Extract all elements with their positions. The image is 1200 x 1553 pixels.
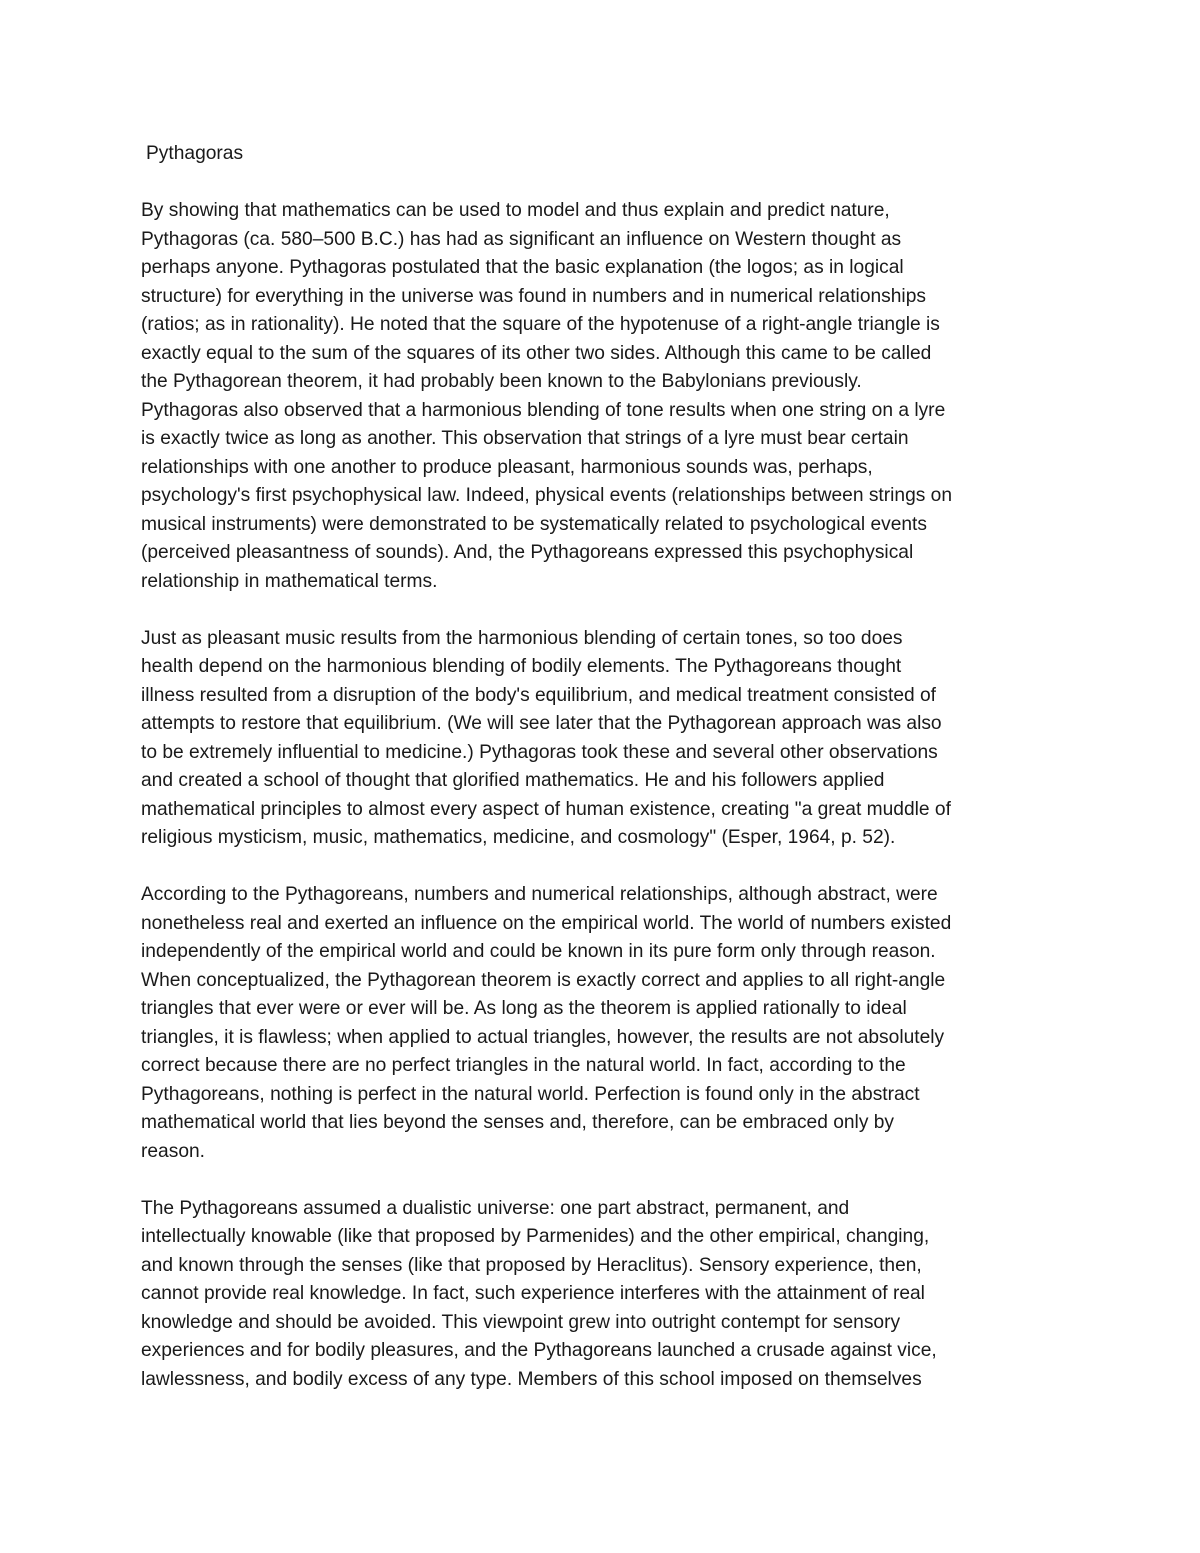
text-line: religious mysticism, music, mathematics, medicine, and cosmology" (Esper, 1964, p. 52). [141,827,896,848]
text-line: correct because there are no perfect triangles in the natural world. In fact, according to the [141,1055,906,1076]
paragraph-1 [141,197,1071,596]
text-line: mathematical world that lies beyond the senses and, therefore, can be embraced only by [141,1112,895,1133]
text-line: triangles, it is flawless; when applied to actual triangles, however, the results are not absolutely [141,1026,945,1048]
document-body [141,140,1071,1423]
text-line: illness resulted from a disruption of the body's equilibrium, and medical treatment consisted of [141,684,937,706]
text-line: (ratios; as in rationality). He noted that the square of the hypotenuse of a right-angle triangle is [141,314,940,335]
text-line: (perceived pleasantness of sounds). And, the Pythagoreans expressed this psychophysical [141,542,914,563]
text-line: structure) for everything in the universe was found in numbers and in numerical relationships [141,285,926,307]
text-line: mathematical principles to almost every aspect of human existence, creating "a great muddle of [141,798,951,820]
text-line: By showing that mathematics can be used to model and thus explain and predict nature, [141,200,890,221]
text-line: nonetheless real and exerted an influence on the empirical world. The world of numbers existed [141,912,952,934]
text-line: musical instruments) were demonstrated to be systematically related to psychological events [141,513,927,535]
text-line: is exactly twice as long as another. This observation that strings of a lyre must bear certain [141,428,909,449]
text-line: relationships with one another to produce pleasant, harmonious sounds was, perhaps, [141,456,873,478]
text-line: to be extremely influential to medicine.) Pythagoras took these and several other observations [141,741,938,763]
text-line: lawlessness, and bodily excess of any type. Members of this school imposed on themselves [141,1368,922,1390]
text-line: independently of the empirical world and could be known in its pure form only through reason. [141,941,936,962]
text-line: health depend on the harmonious blending of bodily elements. The Pythagoreans thought [141,656,902,677]
text-line: According to the Pythagoreans, numbers and numerical relationships, although abstract, were [141,884,938,905]
text-line: intellectually knowable (like that proposed by Parmenides) and the other empirical, changing, [141,1226,930,1247]
text-line: Pythagoras (ca. 580–500 B.C.) has had as significant an influence on Western thought as [141,228,902,250]
text-line: triangles that ever were or ever will be. As long as the theorem is applied rationally to ideal [141,998,907,1019]
text-line: Just as pleasant music results from the harmonious blending of certain tones, so too does [141,627,903,649]
text-line: perhaps anyone. Pythagoras postulated that the basic explanation (the logos; as in logical [141,257,904,278]
text-line: reason. [141,1140,205,1162]
paragraph-2 [141,625,1071,853]
paragraph-4 [141,1195,1071,1395]
document-title: Pythagoras [146,143,244,164]
text-line: experiences and for bodily pleasures, and the Pythagoreans launched a crusade against vice, [141,1340,937,1361]
text-line: and known through the senses (like that proposed by Heraclitus). Sensory experience, then, [141,1254,922,1276]
text-line: relationship in mathematical terms. [141,570,438,592]
text-line: exactly equal to the sum of the squares of its other two sides. Although this came to be called [141,342,932,364]
paragraph-list [141,197,1071,1394]
text-line: and created a school of thought that glorified mathematics. He and his followers applied [141,770,885,791]
text-line: cannot provide real knowledge. In fact, such experience interferes with the attainment of real [141,1283,925,1304]
text-line: attempts to restore that equilibrium. (We will see later that the Pythagorean approach was also [141,713,942,734]
paragraph-3 [141,881,1071,1166]
text-line: Pythagoreans, nothing is perfect in the natural world. Perfection is found only in the abstract [141,1083,920,1105]
text-line: When conceptualized, the Pythagorean theorem is exactly correct and applies to all right-angle [141,969,946,991]
text-line: psychology's first psychophysical law. Indeed, physical events (relationships between strings on [141,485,953,506]
text-line: The Pythagoreans assumed a dualistic universe: one part abstract, permanent, and [141,1197,850,1219]
text-line: the Pythagorean theorem, it had probably been known to the Babylonians previously. [141,371,862,392]
text-line: knowledge and should be avoided. This viewpoint grew into outright contempt for sensory [141,1311,901,1333]
text-line: Pythagoras also observed that a harmonious blending of tone results when one string on a lyre [141,399,946,421]
